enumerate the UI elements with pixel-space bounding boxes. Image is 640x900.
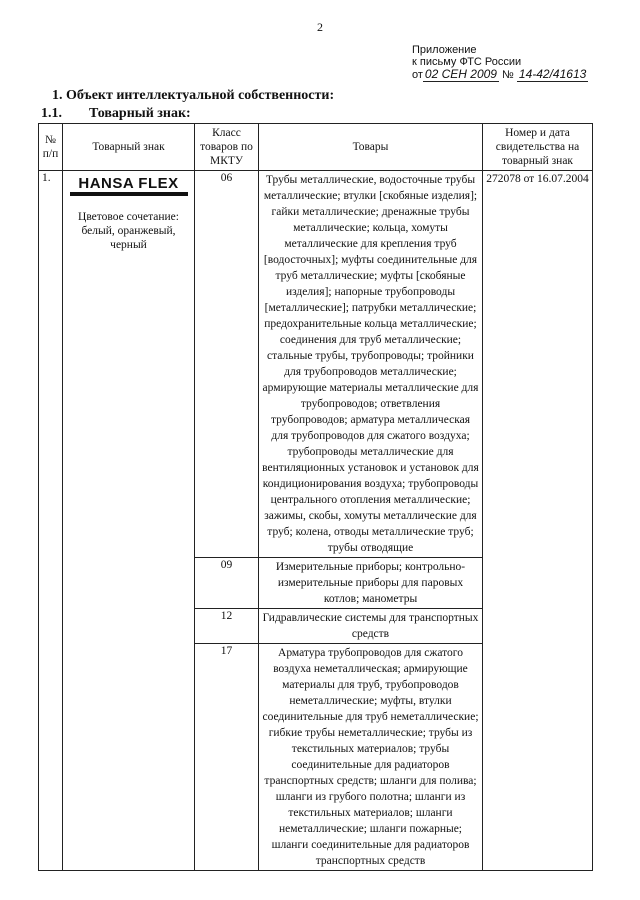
heading-trademark-text: Товарный знак: [89, 106, 191, 121]
goods-cell: Гидравлические системы для транспортных средств [259, 609, 483, 644]
attachment-line3 [412, 68, 588, 81]
table-row [39, 171, 593, 558]
table-header-row [39, 124, 593, 171]
color-combination: Цветовое сочетание: белый, оранжевый, черный [78, 211, 179, 251]
heading-trademark-number: 1.1. [41, 106, 62, 121]
trademark-cell [63, 171, 195, 871]
trademark-table [38, 123, 593, 871]
attachment-date: 02 СЕН 2009 [424, 67, 497, 81]
header-class: Класс товаров по МКТУ [195, 124, 259, 171]
class-cell: 12 [195, 609, 259, 644]
goods-cell: Трубы металлические, водосточные трубы металлические; втулки [скобяные изделия]; гайки металлические; дренажные трубы металлические; кольца, хомуты металлические для крепления труб [водосточных]; муфты соединительные для труб металлические; муфты [скобяные изделия]; напорные трубопроводы [металлические]; патрубки металлические; предохранительные кольца металлические; соединения для труб металлические; стальные трубы, трубопроводы; тройники для трубопроводов металлические; армирующие материалы металлические для трубопроводов; ответвления трубопроводов; арматура металлическая для трубопроводов для сжатого воздуха; трубопроводы металлические для вентиляционных установок и установок для кондиционирования воздуха; трубопроводы центрального отопления металлические; зажимы, скобы, хомуты металлические для труб; колена, отводы металлические труб; трубы отводящие [259, 171, 483, 558]
header-num: № п/п [39, 124, 63, 171]
attachment-note [412, 44, 588, 81]
attachment-line1: Приложение [412, 44, 477, 56]
heading-trademark [41, 106, 191, 122]
heading-ip-object: 1. Объект интеллектуальной собственности: [52, 88, 335, 103]
registration-cell: 272078 от 16.07.2004 [483, 171, 593, 871]
header-goods: Товары [259, 124, 483, 171]
attachment-line2: к письму ФТС России [412, 56, 522, 68]
logo-underbar [70, 192, 188, 196]
row-number: 1. [39, 171, 63, 871]
attachment-date-prefix: от [412, 69, 423, 81]
header-mark: Товарный знак [63, 124, 195, 171]
class-cell: 09 [195, 558, 259, 609]
header-registration: Номер и дата свидетельства на товарный знак [483, 124, 593, 171]
page-number: 2 [317, 20, 323, 34]
goods-cell: Арматура трубопроводов для сжатого воздуха неметаллическая; армирующие материалы для труб, трубопроводов неметаллические; муфты, втулки соединительные для труб неметаллические; гибкие трубы неметаллические; трубы из текстильных материалов; трубы соединительные для радиаторов транспортных средств; шланги для полива; шланги из грубого полотна; шланги из текстильных материалов; шланги неметаллические; шланги пожарные; шланги соединительные для радиаторов транспортных средств [259, 644, 483, 871]
class-cell: 06 [195, 171, 259, 558]
attachment-number: 14-42/41613 [518, 67, 587, 81]
attachment-number-prefix: № [502, 69, 514, 81]
goods-cell: Измерительные приборы; контрольно-измерительные приборы для паровых котлов; манометры [259, 558, 483, 609]
logo-wordmark: HANSA FLEX [78, 175, 179, 192]
hansaflex-logo [70, 176, 188, 198]
class-cell: 17 [195, 644, 259, 871]
